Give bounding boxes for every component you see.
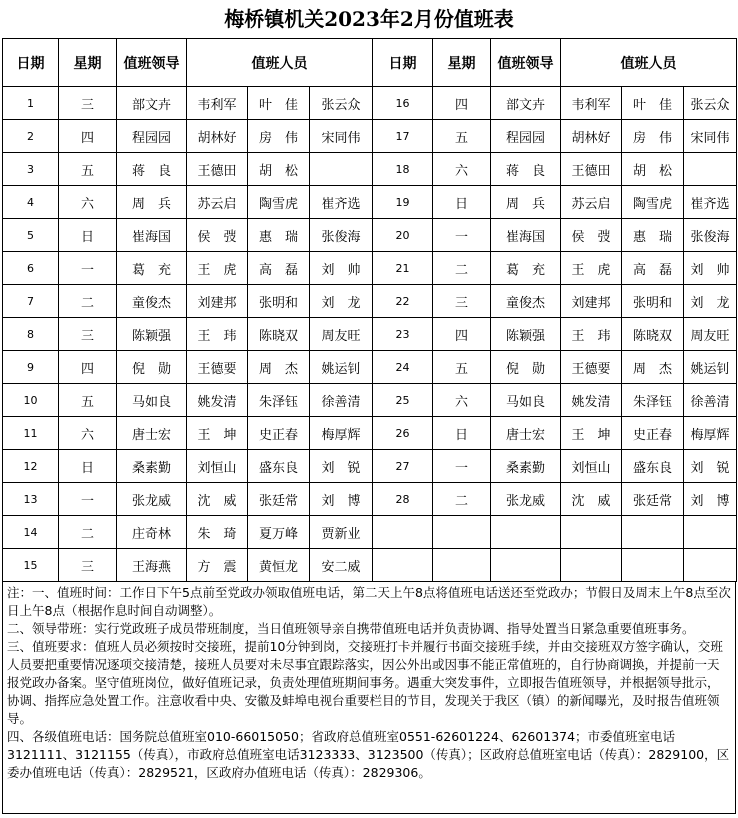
staff-cell: 宋同伟 (310, 120, 373, 153)
date-cell: 26 (373, 417, 433, 450)
staff-cell: 刘 锐 (684, 450, 737, 483)
date-cell: 16 (373, 87, 433, 120)
date-cell: 18 (373, 153, 433, 186)
staff-cell: 沈 威 (187, 483, 248, 516)
table-row (3, 549, 737, 582)
staff-cell (684, 153, 737, 186)
leader-cell: 王海燕 (117, 549, 187, 582)
weekday-cell: 六 (433, 153, 491, 186)
staff-cell: 姚发清 (187, 384, 248, 417)
date-cell: 15 (3, 549, 59, 582)
staff-cell: 方 震 (187, 549, 248, 582)
empty-cell (491, 549, 561, 582)
header-leader-left: 值班领导 (117, 39, 187, 87)
staff-cell: 姚运钊 (684, 351, 737, 384)
staff-cell: 张明和 (248, 285, 310, 318)
staff-cell: 胡 松 (248, 153, 310, 186)
staff-cell: 黄恒龙 (248, 549, 310, 582)
leader-cell: 程园园 (491, 120, 561, 153)
leader-cell: 周 兵 (117, 186, 187, 219)
staff-cell: 张俊海 (684, 219, 737, 252)
staff-cell: 王 玮 (561, 318, 622, 351)
page-title: 梅桥镇机关2023年2月份值班表 (224, 7, 514, 31)
leader-cell: 马如良 (117, 384, 187, 417)
staff-cell: 周友旺 (310, 318, 373, 351)
table-row (3, 318, 737, 351)
date-cell: 14 (3, 516, 59, 549)
date-cell: 21 (373, 252, 433, 285)
date-cell: 13 (3, 483, 59, 516)
weekday-cell: 日 (433, 186, 491, 219)
weekday-cell: 二 (433, 483, 491, 516)
staff-cell: 张云众 (684, 87, 737, 120)
weekday-cell: 三 (433, 285, 491, 318)
staff-cell: 朱泽钰 (622, 384, 684, 417)
staff-cell: 盛东良 (248, 450, 310, 483)
staff-cell: 张云众 (310, 87, 373, 120)
date-cell: 7 (3, 285, 59, 318)
staff-cell: 刘建邦 (561, 285, 622, 318)
leader-cell: 部文卉 (491, 87, 561, 120)
table-row (3, 516, 737, 549)
date-cell: 23 (373, 318, 433, 351)
leader-cell: 童俊杰 (117, 285, 187, 318)
header-row (3, 39, 737, 87)
staff-cell: 叶 佳 (248, 87, 310, 120)
leader-cell: 蒋 良 (491, 153, 561, 186)
weekday-cell: 六 (433, 384, 491, 417)
staff-cell: 刘恒山 (187, 450, 248, 483)
table-row (3, 252, 737, 285)
date-cell: 3 (3, 153, 59, 186)
date-cell: 20 (373, 219, 433, 252)
staff-cell: 侯 弢 (187, 219, 248, 252)
empty-cell (622, 549, 684, 582)
staff-cell: 史正春 (622, 417, 684, 450)
leader-cell: 程园园 (117, 120, 187, 153)
date-cell: 22 (373, 285, 433, 318)
weekday-cell: 一 (59, 252, 117, 285)
staff-cell: 刘 博 (310, 483, 373, 516)
empty-cell (373, 516, 433, 549)
staff-cell: 高 磊 (248, 252, 310, 285)
staff-cell: 胡林好 (187, 120, 248, 153)
staff-cell: 王德要 (187, 351, 248, 384)
empty-cell (684, 549, 737, 582)
header-leader-right: 值班领导 (491, 39, 561, 87)
staff-cell: 惠 瑞 (248, 219, 310, 252)
staff-cell: 周 杰 (622, 351, 684, 384)
date-cell: 12 (3, 450, 59, 483)
leader-cell: 童俊杰 (491, 285, 561, 318)
date-cell: 6 (3, 252, 59, 285)
note-phone-numbers: 四、各级值班电话：国务院总值班室010-66015050；省政府总值班室0551-62601224、62601374；市委值班室电话3121111、3121155（传真），市政府总值班室电话3123333、3123500（传真）；区政府总值班室电话（传真）：2829100，区委办值班电话（传真）：2829521，区政府办值班电话（传真）：2829306。 (7, 729, 730, 780)
leader-cell: 桑素勤 (117, 450, 187, 483)
date-cell: 8 (3, 318, 59, 351)
leader-cell: 周 兵 (491, 186, 561, 219)
staff-cell: 刘 帅 (684, 252, 737, 285)
staff-cell: 韦利军 (561, 87, 622, 120)
staff-cell: 朱 琦 (187, 516, 248, 549)
staff-cell: 侯 弢 (561, 219, 622, 252)
empty-cell (433, 516, 491, 549)
leader-cell: 崔海国 (117, 219, 187, 252)
staff-cell: 胡 松 (622, 153, 684, 186)
staff-cell: 梅厚辉 (684, 417, 737, 450)
weekday-cell: 日 (433, 417, 491, 450)
roster-table (2, 38, 737, 582)
staff-cell: 陈晓双 (248, 318, 310, 351)
weekday-cell: 一 (59, 483, 117, 516)
leader-cell: 陈颖强 (117, 318, 187, 351)
staff-cell: 张明和 (622, 285, 684, 318)
table-row (3, 483, 737, 516)
table-row (3, 351, 737, 384)
staff-cell: 张俊海 (310, 219, 373, 252)
staff-cell: 陈晓双 (622, 318, 684, 351)
staff-cell: 房 伟 (248, 120, 310, 153)
staff-cell: 夏万峰 (248, 516, 310, 549)
table-row (3, 153, 737, 186)
table-row (3, 450, 737, 483)
staff-cell: 刘 帅 (310, 252, 373, 285)
note-requirements: 三、值班要求：值班人员必须按时交接班，提前10分钟到岗，交接班打卡并履行书面交接班手续，并由交接班双方签字确认，交班人员要把重要情况逐项交接清楚，接班人员要对未尽事宜跟踪落实，因公外出或因事不能正常值班的，自行协商调换，并提前一天报党政办备案。坚守值班岗位，做好值班记录，负责处理值班期间事务。遇重大突发事件，立即报告值班领导，并根据领导批示，协调、指挥应急处置工作。注意收看中央、安徽及蚌埠电视台重要栏目的节目，发现关于我区（镇）的新闻曝光，及时报告值班领导。 (7, 639, 723, 726)
date-cell: 1 (3, 87, 59, 120)
weekday-cell: 二 (59, 516, 117, 549)
weekday-cell: 三 (59, 318, 117, 351)
table-row (3, 120, 737, 153)
staff-cell: 姚发清 (561, 384, 622, 417)
staff-cell: 安二威 (310, 549, 373, 582)
staff-cell: 周友旺 (684, 318, 737, 351)
header-date-left: 日期 (3, 39, 59, 87)
staff-cell: 史正春 (248, 417, 310, 450)
staff-cell: 贾新业 (310, 516, 373, 549)
weekday-cell: 三 (59, 87, 117, 120)
staff-cell: 刘 锐 (310, 450, 373, 483)
weekday-cell: 四 (59, 351, 117, 384)
leader-cell: 唐士宏 (491, 417, 561, 450)
staff-cell: 沈 威 (561, 483, 622, 516)
weekday-cell: 六 (59, 417, 117, 450)
staff-cell: 王 虎 (561, 252, 622, 285)
empty-cell (622, 516, 684, 549)
staff-cell: 王 玮 (187, 318, 248, 351)
weekday-cell: 一 (433, 450, 491, 483)
header-staff-right: 值班人员 (561, 39, 737, 87)
leader-cell: 蒋 良 (117, 153, 187, 186)
empty-cell (684, 516, 737, 549)
staff-cell: 宋同伟 (684, 120, 737, 153)
date-cell: 24 (373, 351, 433, 384)
date-cell: 17 (373, 120, 433, 153)
staff-cell (310, 153, 373, 186)
staff-cell: 苏云启 (187, 186, 248, 219)
staff-cell: 盛东良 (622, 450, 684, 483)
weekday-cell: 五 (59, 153, 117, 186)
date-cell: 19 (373, 186, 433, 219)
date-cell: 28 (373, 483, 433, 516)
staff-cell: 陶雪虎 (248, 186, 310, 219)
staff-cell: 梅厚辉 (310, 417, 373, 450)
date-cell: 2 (3, 120, 59, 153)
leader-cell: 葛 充 (117, 252, 187, 285)
staff-cell: 王德田 (561, 153, 622, 186)
weekday-cell: 二 (59, 285, 117, 318)
staff-cell: 陶雪虎 (622, 186, 684, 219)
date-cell: 25 (373, 384, 433, 417)
weekday-cell: 五 (433, 351, 491, 384)
staff-cell: 张廷常 (248, 483, 310, 516)
weekday-cell: 四 (433, 318, 491, 351)
staff-cell: 刘 龙 (684, 285, 737, 318)
weekday-cell: 日 (59, 219, 117, 252)
leader-cell: 桑素勤 (491, 450, 561, 483)
staff-cell: 高 磊 (622, 252, 684, 285)
table-row (3, 219, 737, 252)
weekday-cell: 二 (433, 252, 491, 285)
staff-cell: 叶 佳 (622, 87, 684, 120)
staff-cell: 崔齐选 (684, 186, 737, 219)
weekday-cell: 四 (433, 87, 491, 120)
staff-cell: 刘建邦 (187, 285, 248, 318)
staff-cell: 胡林好 (561, 120, 622, 153)
leader-cell: 张龙威 (491, 483, 561, 516)
notes-section (2, 582, 736, 814)
leader-cell: 陈颖强 (491, 318, 561, 351)
leader-cell: 部文卉 (117, 87, 187, 120)
weekday-cell: 五 (433, 120, 491, 153)
date-cell: 9 (3, 351, 59, 384)
empty-cell (561, 516, 622, 549)
staff-cell: 刘 博 (684, 483, 737, 516)
leader-cell: 唐士宏 (117, 417, 187, 450)
table-row (3, 417, 737, 450)
date-cell: 10 (3, 384, 59, 417)
staff-cell: 徐善清 (310, 384, 373, 417)
weekday-cell: 三 (59, 549, 117, 582)
staff-cell: 王德要 (561, 351, 622, 384)
staff-cell: 徐善清 (684, 384, 737, 417)
leader-cell: 马如良 (491, 384, 561, 417)
date-cell: 27 (373, 450, 433, 483)
staff-cell: 刘 龙 (310, 285, 373, 318)
leader-cell: 张龙威 (117, 483, 187, 516)
staff-cell: 张廷常 (622, 483, 684, 516)
date-cell: 4 (3, 186, 59, 219)
staff-cell: 刘恒山 (561, 450, 622, 483)
staff-cell: 王德田 (187, 153, 248, 186)
staff-cell: 惠 瑞 (622, 219, 684, 252)
header-weekday-right: 星期 (433, 39, 491, 87)
staff-cell: 朱泽钰 (248, 384, 310, 417)
staff-cell: 王 坤 (561, 417, 622, 450)
weekday-cell: 四 (59, 120, 117, 153)
leader-cell: 崔海国 (491, 219, 561, 252)
staff-cell: 姚运钊 (310, 351, 373, 384)
empty-cell (491, 516, 561, 549)
table-row (3, 285, 737, 318)
leader-cell: 庄奇林 (117, 516, 187, 549)
header-staff-left: 值班人员 (187, 39, 373, 87)
table-row (3, 87, 737, 120)
empty-cell (433, 549, 491, 582)
staff-cell: 苏云启 (561, 186, 622, 219)
header-weekday-left: 星期 (59, 39, 117, 87)
note-duty-time: 注：一、值班时间：工作日下午5点前至党政办领取值班电话，第二天上午8点将值班电话送还至党政办；节假日及周末上午8点至次日上午8点（根据作息时间自动调整）。 (7, 585, 731, 618)
weekday-cell: 日 (59, 450, 117, 483)
leader-cell: 倪 勋 (491, 351, 561, 384)
staff-cell: 王 虎 (187, 252, 248, 285)
date-cell: 5 (3, 219, 59, 252)
staff-cell: 周 杰 (248, 351, 310, 384)
leader-cell: 葛 充 (491, 252, 561, 285)
weekday-cell: 一 (433, 219, 491, 252)
table-row (3, 186, 737, 219)
staff-cell: 房 伟 (622, 120, 684, 153)
empty-cell (373, 549, 433, 582)
date-cell: 11 (3, 417, 59, 450)
empty-cell (561, 549, 622, 582)
weekday-cell: 六 (59, 186, 117, 219)
note-leadership: 二、领导带班：实行党政班子成员带班制度，当日值班领导亲自携带值班电话并负责协调、指导处置当日紧急重要值班事务。 (7, 621, 695, 636)
staff-cell: 王 坤 (187, 417, 248, 450)
header-date-right: 日期 (373, 39, 433, 87)
leader-cell: 倪 勋 (117, 351, 187, 384)
staff-cell: 崔齐选 (310, 186, 373, 219)
staff-cell: 韦利军 (187, 87, 248, 120)
weekday-cell: 五 (59, 384, 117, 417)
table-row (3, 384, 737, 417)
